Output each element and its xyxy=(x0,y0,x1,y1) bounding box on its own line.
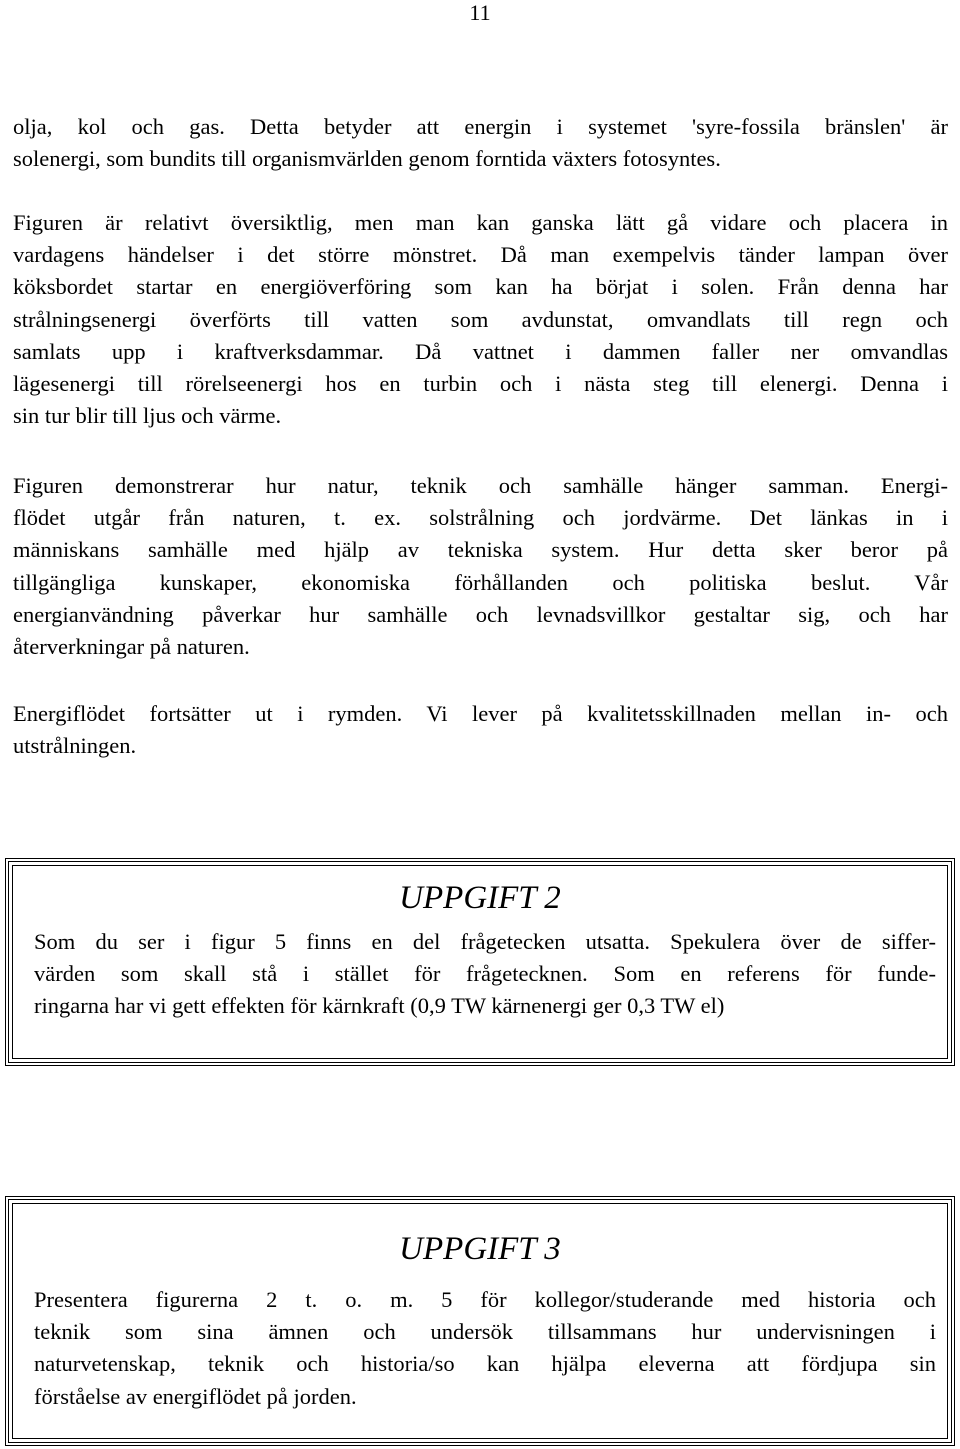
task-line: förståelse av energiflödet på jorden. xyxy=(34,1383,357,1409)
task-line: Som du ser i figur 5 finns en del frågetecken utsatta. Spekulera över de siffer- xyxy=(34,929,936,954)
task-text xyxy=(34,926,936,1023)
paragraph-line: Figuren är relativt översiktlig, men man kan ganska lätt gå vidare och placera in xyxy=(13,210,948,235)
paragraph-line: strålningsenergi överförts till vatten som avdunstat, omvandlats till regn och xyxy=(13,306,948,332)
paragraph-line: vardagens händelser i det större mönstret. Då man exempelvis tänder lampan över xyxy=(13,242,948,268)
task-line: värden som skall stå i stället för frågetecknen. Som en referens för funde- xyxy=(34,961,936,987)
task-text xyxy=(34,1284,936,1413)
paragraph-line: solenergi, som bundits till organismvärlden genom forntida växters fotosyntes. xyxy=(13,146,721,172)
page-number: 11 xyxy=(469,0,491,25)
paragraph-line: tillgängliga kunskaper, ekonomiska förhållanden och politiska beslut. Vår xyxy=(13,569,948,595)
task-box-uppgift-2 xyxy=(5,858,955,1066)
task-title: UPPGIFT 2 xyxy=(399,880,561,916)
paragraph-line: sin tur blir till ljus och värme. xyxy=(13,403,282,429)
paragraph-line: flödet utgår från naturen, t. ex. solstrålning och jordvärme. Det länkas in i xyxy=(13,505,948,531)
task-line: naturvetenskap, teknik och historia/so kan hjälpa eleverna att fördjupa sin xyxy=(34,1351,936,1377)
paragraph-line: energianvändning påverkar hur samhälle och levnadsvillkor gestaltar sig, och har xyxy=(13,601,948,627)
task-line: Presentera figurerna 2 t. o. m. 5 för kollegor/studerande med historia och xyxy=(34,1287,936,1312)
paragraph-2 xyxy=(13,207,948,432)
paragraph-line: olja, kol och gas. Detta betyder att energin i systemet 'syre-fossila bränslen' är xyxy=(13,114,948,139)
paragraph-line: människans samhälle med hjälp av tekniska system. Hur detta sker beror på xyxy=(13,537,948,563)
task-line: teknik som sina ämnen och undersök tillsammans hur undervisningen i xyxy=(34,1319,936,1345)
paragraph-line: Energiflödet fortsätter ut i rymden. Vi lever på kvalitetsskillnaden mellan in- och xyxy=(13,701,948,726)
task-box-uppgift-3 xyxy=(5,1196,955,1446)
paragraph-3 xyxy=(13,470,948,663)
paragraph-1 xyxy=(13,111,948,175)
paragraph-line: utstrålningen. xyxy=(13,733,137,759)
paragraph-4 xyxy=(13,698,948,762)
paragraph-line: återverkningar på naturen. xyxy=(13,634,250,660)
task-line: ringarna har vi gett effekten för kärnkraft (0,9 TW kärnenergi ger 0,3 TW el) xyxy=(34,993,725,1019)
paragraph-line: Figuren demonstrerar hur natur, teknik och samhälle hänger samman. Energi- xyxy=(13,473,948,498)
paragraph-line: lägesenergi till rörelseenergi hos en turbin och i nästa steg till elenergi. Denna i xyxy=(13,371,948,397)
paragraph-line: köksbordet startar en energiöverföring som kan ha börjat i solen. Från denna har xyxy=(13,274,948,300)
task-title: UPPGIFT 3 xyxy=(399,1231,561,1267)
paragraph-line: samlats upp i kraftverksdammar. Då vattnet i dammen faller ner omvandlas xyxy=(13,338,948,364)
